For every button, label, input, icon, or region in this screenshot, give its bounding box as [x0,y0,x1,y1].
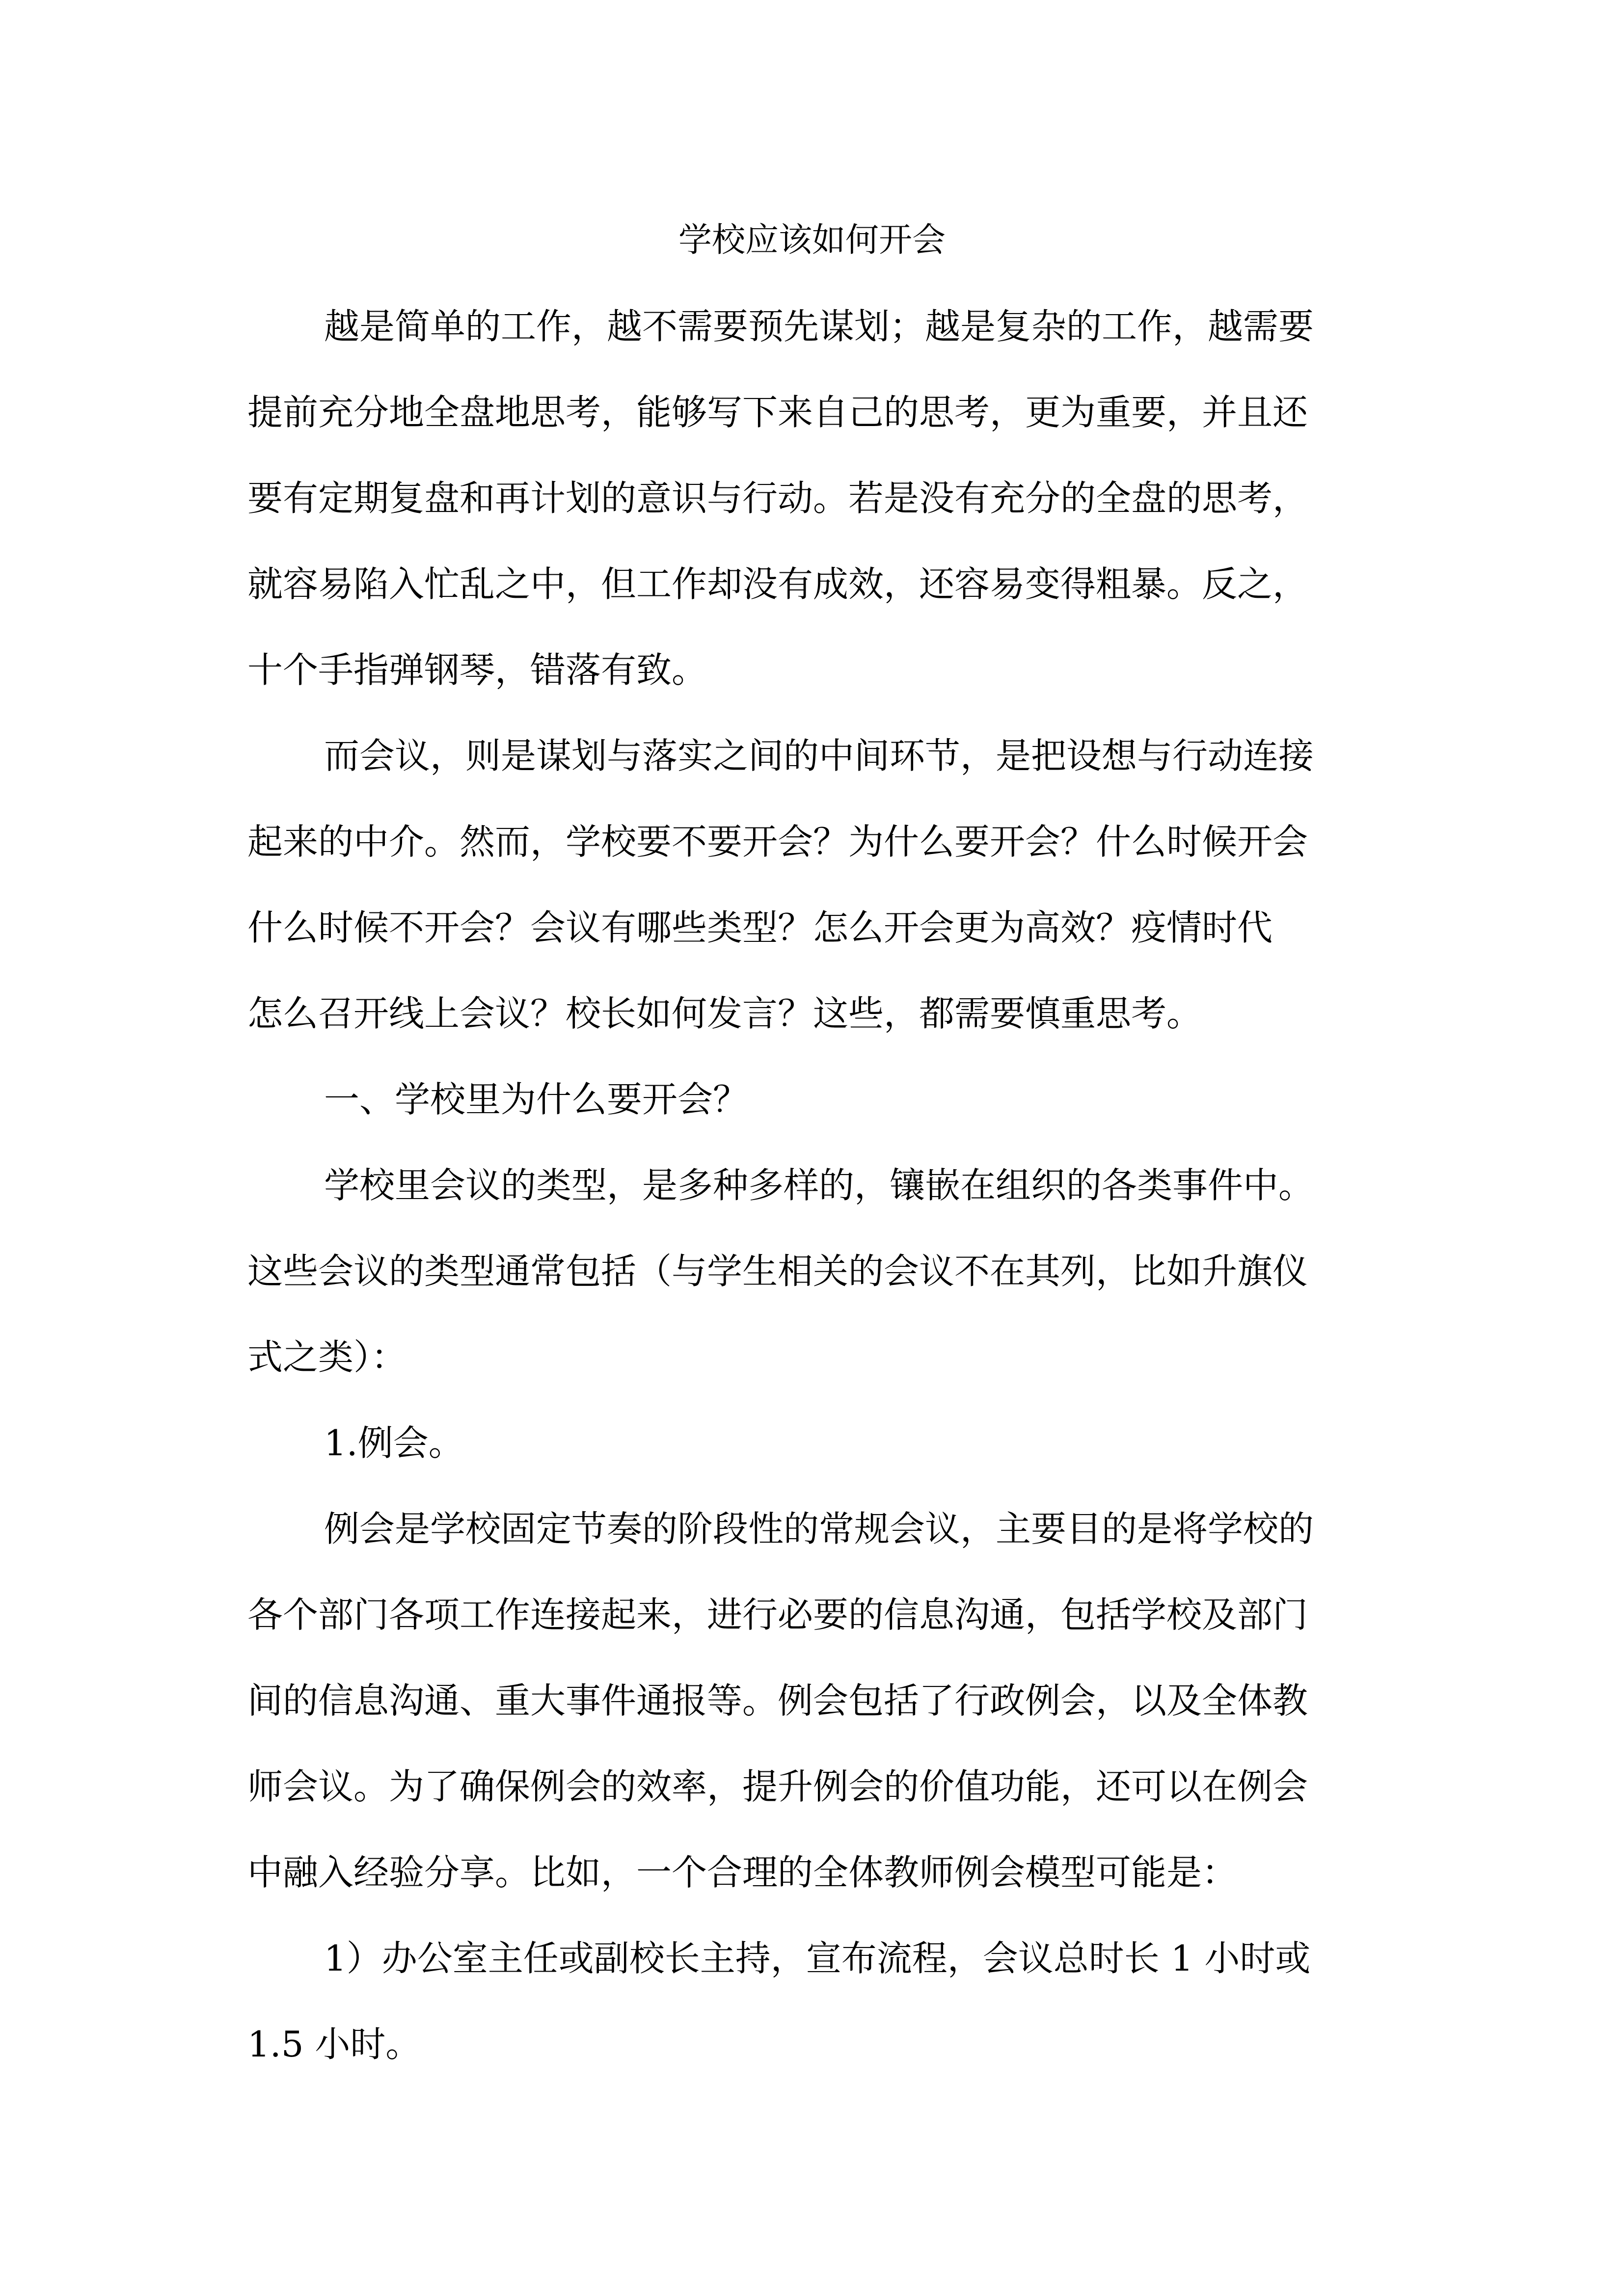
text-line: 越是简单的工作，越不需要预先谋划；越是复杂的工作，越需要 [324,306,1314,347]
text-line: 什么时候不开会？会议有哪些类型？怎么开会更为高效？疫情时代 [247,907,1273,948]
text-line: 式之类）： [247,1336,407,1378]
text-line: 就容易陷入忙乱之中，但工作却没有成效，还容易变得粗暴。反之， [247,563,1308,605]
text-line: 各个部门各项工作连接起来，进行必要的信息沟通，包括学校及部门 [247,1594,1308,1635]
text-line: 十个手指弹钢琴，错落有致。 [247,649,707,691]
document-title: 学校应该如何开会 [678,221,946,260]
text-line: 而会议，则是谋划与落实之间的中间环节，是把设想与行动连接 [324,735,1314,776]
text-line: 提前充分地全盘地思考，能够写下来自己的思考，更为重要，并且还 [247,392,1308,433]
text-line: 师会议。为了确保例会的效率，提升例会的价值功能，还可以在例会 [247,1766,1308,1807]
text-line: 起来的中介。然而，学校要不要开会？为什么要开会？什么时候开会 [247,821,1308,862]
section-heading: 一、学校里为什么要开会？ [324,1079,749,1120]
text-line: 例会是学校固定节奏的阶段性的常规会议，主要目的是将学校的 [324,1508,1314,1549]
text-line: 要有定期复盘和再计划的意识与行动。若是没有充分的全盘的思考， [247,478,1308,519]
list-item: 1）办公室主任或副校长主持，宣布流程，会议总时长 1 小时或 [324,1938,1311,1979]
text-line: 间的信息沟通、重大事件通报等。例会包括了行政例会，以及全体教 [247,1680,1308,1721]
text-line: 1.5 小时。 [247,2024,421,2065]
subsection-heading: 1.例会。 [324,1422,464,1464]
text-line: 这些会议的类型通常包括（与学生相关的会议不在其列，比如升旗仪 [247,1251,1308,1292]
text-line: 学校里会议的类型，是多种多样的，镶嵌在组织的各类事件中。 [324,1165,1314,1206]
text-line: 怎么召开线上会议？校长如何发言？这些，都需要慎重思考。 [247,993,1202,1034]
text-line: 中融入经验分享。比如，一个合理的全体教师例会模型可能是： [247,1852,1238,1893]
